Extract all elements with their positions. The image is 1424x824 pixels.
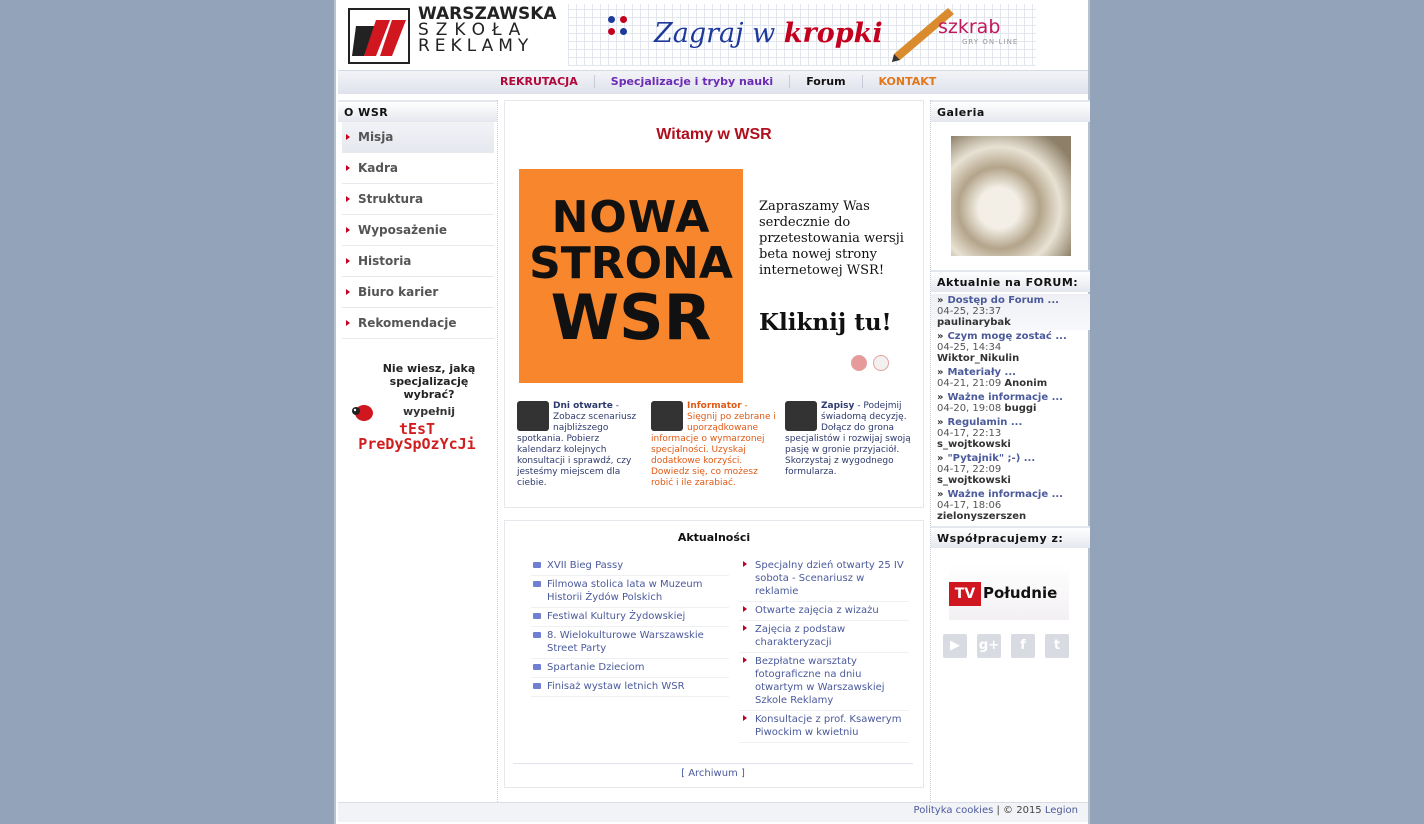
click-here-link[interactable]: Kliknij tu! bbox=[759, 309, 892, 336]
szkrab-brand: szkrab bbox=[938, 16, 1001, 38]
sidebar-item-historia[interactable]: Historia bbox=[342, 246, 494, 277]
cookies-policy-link[interactable]: Polityka cookies bbox=[913, 805, 994, 816]
arrow-right-icon bbox=[743, 606, 747, 612]
camera-icon bbox=[533, 613, 541, 619]
arrow-right-icon bbox=[346, 320, 350, 326]
page bbox=[334, 0, 1090, 824]
tv-poludnie-logo[interactable]: TV Południe bbox=[949, 564, 1069, 620]
news-item[interactable]: 8. Wielokulturowe Warszawskie Street Party bbox=[531, 627, 729, 659]
arrow-right-icon bbox=[346, 134, 350, 140]
left-sidebar bbox=[338, 100, 498, 802]
forum-item[interactable]: » Ważne informacje ... 04-17, 18:06 zielonyszerszen bbox=[937, 489, 1063, 522]
ladybug-icon bbox=[350, 402, 374, 422]
double-chevron-right-icon: » bbox=[937, 295, 944, 306]
main-content bbox=[504, 100, 924, 788]
forum-item[interactable]: » Dostęp do Forum ... 04-25, 23:37 paulinarybak bbox=[931, 294, 1090, 330]
forum-item[interactable]: » Ważne informacje ... 04-20, 19:08 buggi bbox=[937, 392, 1063, 414]
youtube-icon[interactable]: ▶ bbox=[943, 634, 967, 658]
info-informator[interactable]: Informator - Sięgnij po zebrane i uporządkowane informacje o wymarzonej specjalności. Uzyskaj dodatkowe korzyści. Dowiedz się, co możesz robić i ile zarabiać. bbox=[651, 401, 776, 488]
camera-icon bbox=[533, 683, 541, 689]
double-chevron-right-icon: » bbox=[937, 367, 944, 378]
social-links bbox=[943, 634, 1090, 658]
news-title: Aktualności bbox=[677, 531, 751, 544]
sidebar-item-biuro-karier[interactable]: Biuro karier bbox=[342, 277, 494, 308]
partners-heading: Współpracujemy z: bbox=[931, 526, 1090, 548]
news-item[interactable]: Filmowa stolica lata w Muzeum Historii Żydów Polskich bbox=[531, 576, 729, 608]
arrow-right-icon bbox=[346, 227, 350, 233]
camera-icon bbox=[533, 664, 541, 670]
facebook-icon[interactable]: f bbox=[1011, 634, 1035, 658]
logo-line-3: REKLAMY bbox=[418, 36, 534, 56]
news-item[interactable]: Konsultacje z prof. Ksawerym Piwockim w kwietniu bbox=[739, 711, 909, 743]
welcome-box bbox=[504, 100, 924, 508]
arrow-right-icon bbox=[743, 561, 747, 567]
test-ad-fill: wypełnij bbox=[402, 405, 456, 418]
legion-link[interactable]: Legion bbox=[1044, 805, 1078, 816]
sidebar-menu bbox=[342, 122, 494, 339]
footer: Polityka cookies | © 2015 Legion bbox=[338, 802, 1088, 822]
sidebar-item-rekomendacje[interactable]: Rekomendacje bbox=[342, 308, 494, 339]
welcome-title: Witamy w WSR bbox=[656, 126, 772, 143]
logo-line-1: WARSZAWSKA bbox=[418, 4, 557, 24]
arrow-right-icon bbox=[743, 625, 747, 631]
google-plus-icon[interactable]: g+ bbox=[977, 634, 1001, 658]
forum-item[interactable]: » Regulamin ... 04-17, 22:13 s_wojtkowski bbox=[937, 417, 1023, 450]
double-chevron-right-icon: » bbox=[937, 392, 944, 403]
arrow-right-icon bbox=[346, 289, 350, 295]
news-item[interactable]: Specjalny dzień otwarty 25 IV sobota - Scenariusz w reklamie bbox=[739, 557, 909, 602]
camera-icon bbox=[533, 562, 541, 568]
forum-item[interactable]: » "Pytajnik" ;-) ... 04-17, 22:09 s_wojtkowski bbox=[937, 453, 1036, 486]
double-chevron-right-icon: » bbox=[937, 417, 944, 428]
logo-line-2: SZKOŁA bbox=[418, 20, 528, 40]
arrow-right-icon bbox=[346, 165, 350, 171]
slide-dot-1[interactable] bbox=[851, 355, 867, 371]
arrow-right-icon bbox=[346, 258, 350, 264]
arrow-right-icon bbox=[743, 715, 747, 721]
edit-form-icon bbox=[785, 401, 817, 431]
twitter-icon[interactable]: t bbox=[1045, 634, 1069, 658]
news-box bbox=[504, 520, 924, 788]
forum-heading: Aktualnie na FORUM: bbox=[931, 270, 1090, 292]
arrow-right-icon bbox=[346, 196, 350, 202]
sidebar-item-misja[interactable]: Misja bbox=[342, 122, 494, 153]
szkrab-subtitle: GRY ON-LINE bbox=[962, 38, 1019, 46]
camera-icon bbox=[533, 581, 541, 587]
gallery-heading: Galeria bbox=[931, 100, 1090, 122]
sidebar-item-wyposazenie[interactable]: Wyposażenie bbox=[342, 215, 494, 246]
new-site-promo[interactable]: NOWA STRONA WSR bbox=[519, 169, 743, 383]
news-item[interactable]: Zajęcia z podstaw charakteryzacji bbox=[739, 621, 909, 653]
double-chevron-right-icon: » bbox=[937, 489, 944, 500]
news-item[interactable]: Bezpłatne warsztaty fotograficzne na dniu otwartym w Warszawskiej Szkole Reklamy bbox=[739, 653, 909, 711]
dots-icon bbox=[608, 16, 632, 40]
o-wsr-heading: O WSR bbox=[338, 100, 497, 122]
top-navigation bbox=[338, 70, 1088, 94]
archive-link[interactable]: [ Archiwum ] bbox=[513, 763, 913, 779]
nav-rekrutacja[interactable]: REKRUTACJA bbox=[484, 75, 595, 88]
news-item[interactable]: Festiwal Kultury Żydowskiej bbox=[531, 608, 729, 627]
sidebar-item-struktura[interactable]: Struktura bbox=[342, 184, 494, 215]
info-boxes bbox=[517, 401, 913, 489]
slider-dots bbox=[851, 355, 889, 371]
double-chevron-right-icon: » bbox=[937, 331, 944, 342]
news-list-right bbox=[739, 557, 909, 743]
people-icon bbox=[517, 401, 549, 431]
notebook-icon bbox=[651, 401, 683, 431]
news-item[interactable]: Spartanie Dzieciom bbox=[531, 659, 729, 678]
news-list-left bbox=[531, 557, 729, 697]
forum-item[interactable]: » Materiały ... 04-21, 21:09 Anonim bbox=[937, 367, 1048, 389]
info-dni-otwarte[interactable]: Dni otwarte - Zobacz scenariusz najbliższego spotkania. Pobierz kalendarz kolejnych konsultacji i sprawdź, czy jesteśmy miejscem dla ciebie. bbox=[517, 401, 637, 488]
forum-list bbox=[931, 294, 1090, 524]
double-chevron-right-icon: » bbox=[937, 453, 944, 464]
right-sidebar bbox=[930, 100, 1090, 802]
news-item[interactable]: Finisaż wystaw letnich WSR bbox=[531, 678, 729, 697]
wsr-logo[interactable] bbox=[348, 4, 557, 66]
news-item[interactable]: XVII Bieg Passy bbox=[531, 557, 729, 576]
gallery-image[interactable] bbox=[951, 136, 1071, 256]
kropki-banner[interactable] bbox=[568, 4, 1036, 66]
nav-forum[interactable]: Forum bbox=[790, 75, 862, 88]
camera-icon bbox=[533, 632, 541, 638]
slide-dot-2[interactable] bbox=[873, 355, 889, 371]
banner-title: Zagraj w kropki bbox=[654, 18, 883, 49]
test-ad-title: tEsT PreDySpOzYcJi bbox=[358, 420, 476, 453]
sidebar-item-kadra[interactable]: Kadra bbox=[342, 153, 494, 184]
info-zapisy[interactable]: Zapisy - Podejmij świadomą decyzję. Dołącz do grona specjalistów i rozwijaj swoją pasję w gronie przyjaciół. Skorzystaj z wygodnego formularza. bbox=[785, 401, 911, 477]
predisposition-test-ad[interactable] bbox=[342, 362, 492, 478]
test-ad-question: Nie wiesz, jaką specjalizację wybrać? bbox=[382, 362, 476, 401]
news-item[interactable]: Otwarte zajęcia z wizażu bbox=[739, 602, 909, 621]
nav-specjalizacje[interactable]: Specjalizacje i tryby nauki bbox=[595, 75, 790, 88]
arrow-right-icon bbox=[743, 657, 747, 663]
wsr-logo-mark-icon bbox=[348, 8, 410, 64]
forum-item[interactable]: » Czym mogę zostać ... 04-25, 14:34 Wiktor_Nikulin bbox=[937, 331, 1067, 364]
nav-kontakt[interactable]: KONTAKT bbox=[878, 75, 937, 88]
invite-text: Zapraszamy Was serdecznie do przetestowania wersji beta nowej strony internetowej WSR! bbox=[759, 199, 904, 278]
